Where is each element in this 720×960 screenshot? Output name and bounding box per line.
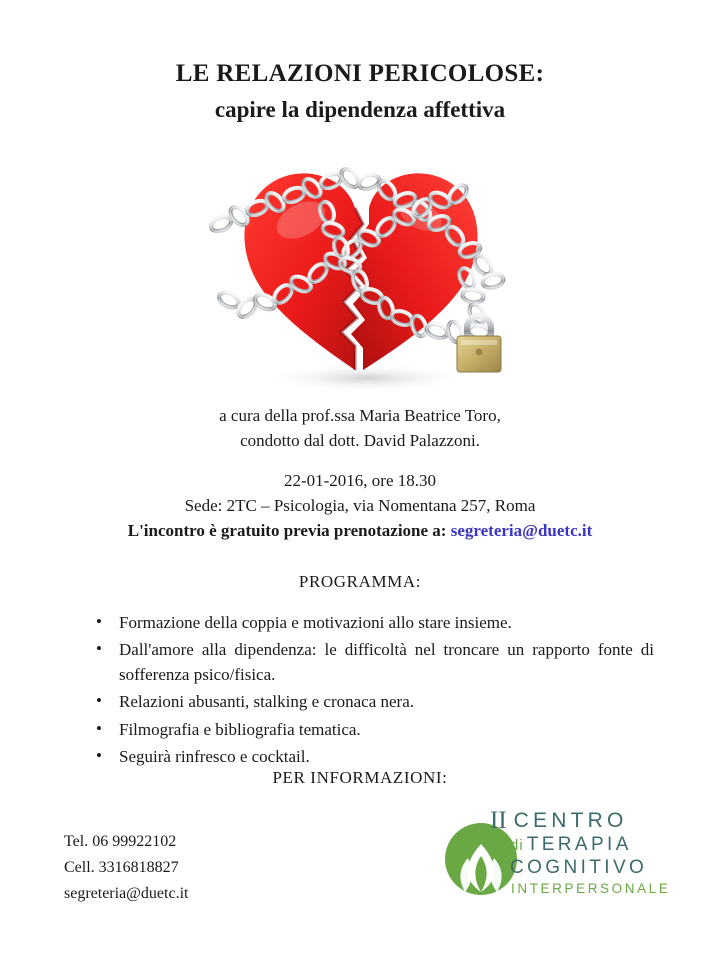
- credits-curator: a cura della prof.ssa Maria Beatrice Toro,: [219, 406, 501, 425]
- logo-row-terapia: [510, 834, 662, 856]
- logo-roman-numeral: II: [490, 807, 507, 834]
- programma-list: [92, 610, 654, 771]
- list-item: • Dall'amore alla dipendenza: le difficoltà nel troncare un rapporto fonte di sofferenza psico/fisica.: [92, 637, 654, 687]
- programma-heading: PROGRAMMA:: [298, 572, 422, 591]
- logo-text-di: di: [510, 837, 524, 854]
- event-datetime: 22-01-2016, ore 18.30: [283, 471, 437, 490]
- booking-line: [0, 518, 720, 543]
- event-details-block: [0, 468, 720, 543]
- title-main: LE RELAZIONI PERICOLOSE:: [175, 60, 545, 87]
- contact-email: segreteria@duetc.it: [64, 884, 189, 902]
- logo-row-interpersonale: [511, 881, 671, 896]
- list-item: • Formazione della coppia e motivazioni allo stare insieme.: [92, 610, 654, 635]
- credits-conductor: condotto dal dott. David Palazzoni.: [240, 430, 480, 450]
- broken-heart-chains-illustration: [205, 150, 525, 398]
- logo-wordmark: [490, 807, 671, 896]
- logo-text-centro: CENTRO: [513, 808, 628, 832]
- booking-text: L'incontro è gratuito previa prenotazione a:: [127, 521, 447, 541]
- contact-phone: Tel. 06 99922102: [64, 833, 177, 850]
- logo-row-centro: [490, 808, 662, 833]
- logo-text-interpersonale: INTERPERSONALE: [511, 881, 671, 896]
- list-item: • Seguirà rinfresco e cocktail.: [92, 744, 654, 769]
- credits-block: [0, 404, 720, 453]
- logo-row-cognitivo: [510, 857, 662, 879]
- informazioni-heading: PER INFORMAZIONI:: [272, 768, 448, 787]
- poster-title: [0, 58, 720, 125]
- contacts-block: [64, 829, 188, 907]
- logo-text-cognitivo: COGNITIVO: [510, 857, 648, 878]
- booking-email-link[interactable]: segreteria@duetc.it: [450, 521, 593, 541]
- event-venue: Sede: 2TC – Psicologia, via Nomentana 257, Roma: [184, 496, 536, 516]
- logo-text-terapia: TERAPIA: [526, 834, 632, 855]
- list-item: • Filmografia e bibliografia tematica.: [92, 717, 654, 742]
- list-item: • Relazioni abusanti, stalking e cronaca nera.: [92, 689, 654, 714]
- centro-terapia-cognitiva-logo: [444, 807, 671, 904]
- title-subtitle: capire la dipendenza affettiva: [214, 97, 506, 123]
- contact-mobile: Cell. 3316818827: [64, 858, 179, 876]
